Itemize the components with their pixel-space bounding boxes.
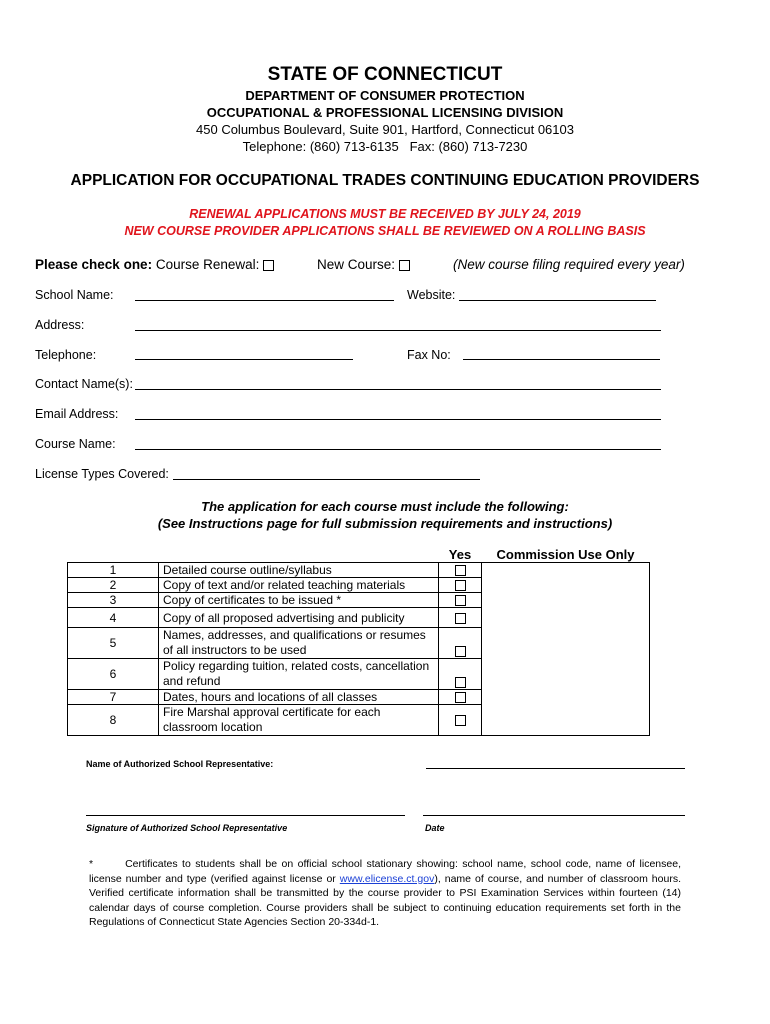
commission-use-cell (482, 563, 650, 736)
renewal-deadline-notice: RENEWAL APPLICATIONS MUST BE RECEIVED BY JULY 24, 2019 (189, 207, 581, 221)
row-description: Dates, hours and locations of all classes (159, 690, 439, 705)
row-number: 2 (68, 578, 159, 593)
course-name-label: Course Name: (35, 437, 116, 451)
school-name-label: School Name: (35, 288, 114, 302)
fax-label: Fax No: (407, 348, 451, 362)
check-one-label: Please check one: (35, 257, 153, 272)
office-address: 450 Columbus Boulevard, Suite 901, Hartford, Connecticut 06103 (196, 122, 574, 137)
requirements-table (67, 548, 650, 736)
footnote-text-after: ), name of course, and number of classroom hours. Verified certificate information shall be transmitted by the course provider to PSI Examination Services within fourteen (14) calendar days of course completion. Course providers shall be subject to continuing education requirements set forth in the Regulations of Connecticut State Agencies Section 20-334d-1. (89, 872, 681, 928)
course-renewal-checkbox[interactable] (263, 260, 274, 271)
license-types-label: License Types Covered: (35, 467, 169, 481)
email-field[interactable] (135, 419, 661, 420)
course-name-field[interactable] (135, 449, 661, 450)
new-course-label: New Course: (317, 257, 396, 272)
row-number: 7 (68, 690, 159, 705)
telephone-label: Telephone: (35, 348, 97, 362)
yes-checkbox[interactable] (455, 580, 466, 591)
row-description: Copy of text and/or related teaching materials (159, 578, 439, 593)
address-label: Address: (35, 318, 85, 332)
row-description: Copy of all proposed advertising and publicity (159, 608, 439, 628)
rep-name-label: Name of Authorized School Representative: (86, 759, 274, 769)
contact-field[interactable] (135, 389, 661, 390)
instructions-line-2: (See Instructions page for full submission requirements and instructions) (157, 516, 613, 531)
department-heading: DEPARTMENT OF CONSUMER PROTECTION (245, 88, 525, 103)
row-number: 3 (68, 593, 159, 608)
email-label: Email Address: (35, 407, 119, 421)
contact-label: Contact Name(s): (35, 377, 133, 391)
row-description: Policy regarding tuition, related costs, cancellation and refund (159, 659, 439, 690)
yes-checkbox[interactable] (455, 595, 466, 606)
yes-checkbox[interactable] (455, 715, 466, 726)
state-title: STATE OF CONNECTICUT (267, 64, 503, 85)
row-description: Names, addresses, and qualifications or resumes of all instructors to be used (159, 628, 439, 659)
date-label: Date (425, 823, 445, 833)
division-heading: OCCUPATIONAL & PROFESSIONAL LICENSING DIVISION (206, 105, 564, 120)
school-name-field[interactable] (135, 300, 394, 301)
certificate-footnote (89, 857, 681, 930)
new-course-checkbox[interactable] (399, 260, 410, 271)
row-number: 8 (68, 705, 159, 736)
yes-checkbox[interactable] (455, 565, 466, 576)
signature-label: Signature of Authorized School Representative (86, 823, 288, 833)
row-description: Detailed course outline/syllabus (159, 563, 439, 578)
table-row (68, 563, 650, 578)
row-number: 6 (68, 659, 159, 690)
check-one-row (35, 257, 274, 272)
row-number: 4 (68, 608, 159, 628)
new-course-option (317, 257, 410, 272)
row-description: Copy of certificates to be issued * (159, 593, 439, 608)
yes-header: Yes (439, 548, 482, 563)
fax-field[interactable] (463, 359, 660, 360)
yes-checkbox[interactable] (455, 613, 466, 624)
yes-checkbox[interactable] (455, 692, 466, 703)
signature-field[interactable] (86, 815, 405, 816)
website-label: Website: (407, 288, 456, 302)
date-field[interactable] (423, 815, 685, 816)
row-number: 5 (68, 628, 159, 659)
yes-checkbox[interactable] (455, 677, 466, 688)
new-course-notice: NEW COURSE PROVIDER APPLICATIONS SHALL BE REVIEWED ON A ROLLING BASIS (124, 224, 646, 238)
table-header-row (68, 548, 650, 563)
footnote-text-before: Certificates to students shall be on official school stationary showing: school name, school code, name of licensee, license number and type (verified against license or (89, 858, 681, 885)
form-title: APPLICATION FOR OCCUPATIONAL TRADES CONTINUING EDUCATION PROVIDERS (70, 172, 700, 189)
commission-use-header: Commission Use Only (482, 548, 650, 563)
license-types-field[interactable] (173, 479, 480, 480)
course-renewal-label: Course Renewal: (155, 257, 260, 272)
yes-checkbox[interactable] (455, 646, 466, 657)
website-field[interactable] (459, 300, 656, 301)
elicense-link[interactable]: www.elicense.ct.gov (339, 872, 435, 885)
telephone-field[interactable] (135, 359, 353, 360)
rep-name-field[interactable] (426, 768, 685, 769)
new-course-note: (New course filing required every year) (453, 257, 685, 272)
footnote-star: * (89, 858, 94, 870)
office-phone-fax: Telephone: (860) 713-6135 Fax: (860) 713-7230 (242, 139, 528, 154)
row-description: Fire Marshal approval certificate for each classroom location (159, 705, 439, 736)
row-number: 1 (68, 563, 159, 578)
address-field[interactable] (135, 330, 661, 331)
instructions-line-1: The application for each course must include the following: (201, 499, 569, 514)
